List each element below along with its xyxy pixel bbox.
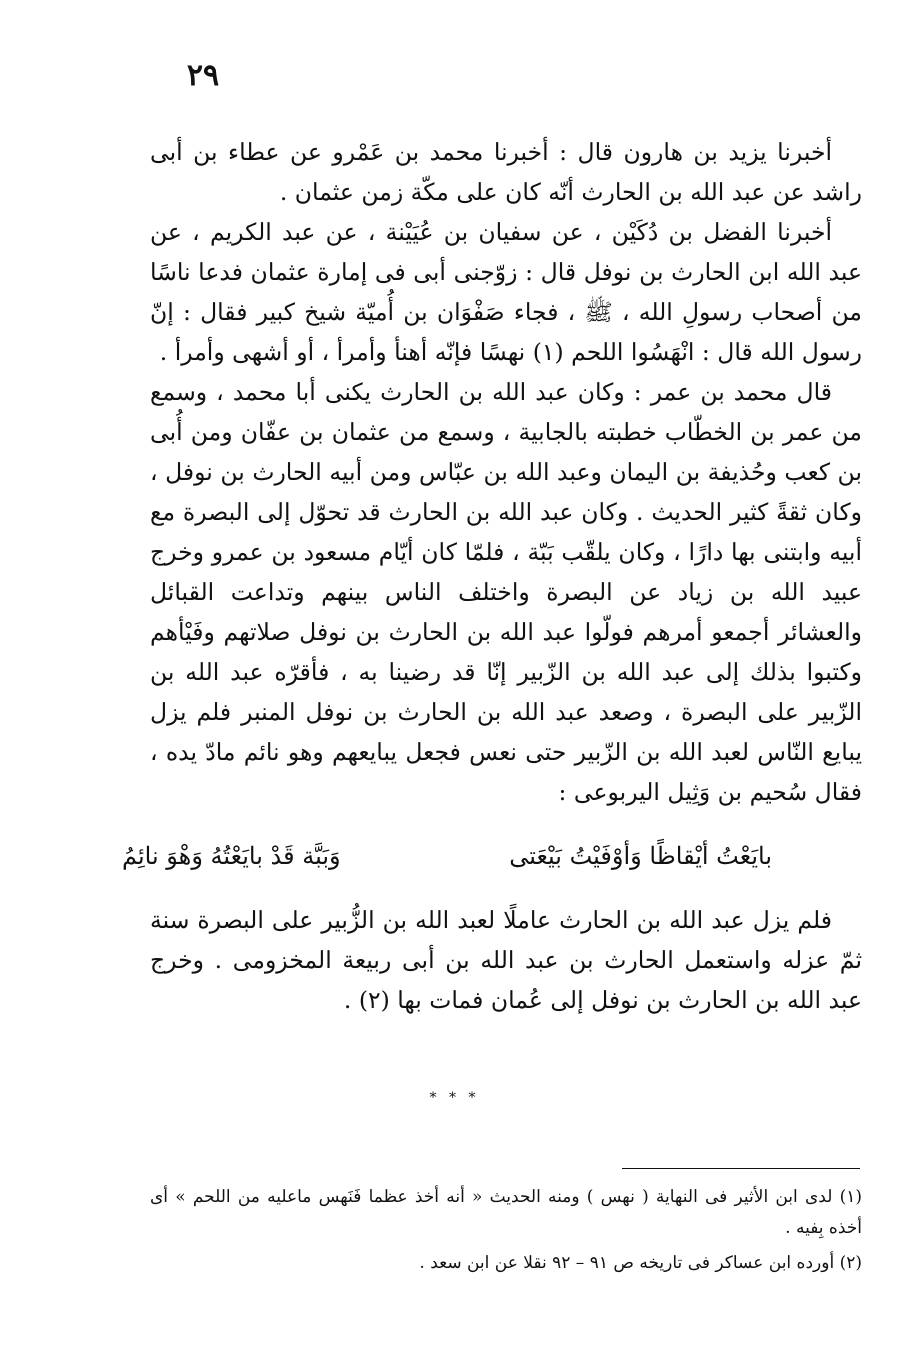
footnotes — [150, 1182, 862, 1283]
footnote-2: (٢) أورده ابن عساكر فى تاريخه ص ٩١ – ٩٢ نقلا عن ابن سعد . — [419, 1253, 862, 1273]
section-separator: * * * — [429, 1090, 480, 1106]
footnote-divider — [622, 1168, 860, 1169]
verse-first-hemistich: بايَعْتُ أيْقاظًا وَأوْفَيْتُ بَيْعَتى — [509, 842, 772, 870]
paragraph-4: فلم يزل عبد الله بن الحارث عاملًا لعبد الله بن الزُّبير على البصرة سنة ثمّ عزله واستعمل الحارث بن عبد الله بن أبى ربيعة المخزومى . وخرج عبد الله بن الحارث بن نوفل إلى عُمان فمات بها (٢) . — [150, 906, 862, 1014]
footnote-1: (١) لدى ابن الأثير فى النهاية ( نهس ) ومنه الحديث « أنه أخذ عظما فَنَهس ماعليه من اللحم » أى أخذه بِفيه . — [150, 1187, 862, 1238]
page-number: ٢٩ — [186, 58, 220, 93]
paragraph-1: أخبرنا يزيد بن هارون قال : أخبرنا محمد بن عَمْرو عن عطاء بن أبى راشد عن عبد الله بن الحارث أنّه كان على مكّة زمن عثمان . — [150, 138, 862, 206]
poetry-verse — [122, 828, 772, 884]
verse-second-hemistich: وَبَبَّة قَدْ بايَعْتُهُ وَهْوَ نائِمُ — [122, 842, 341, 870]
body-text — [122, 132, 862, 1020]
paragraph-2: أخبرنا الفضل بن دُكَيْن ، عن سفيان بن عُيَيْنة ، عن عبد الكريم ، عن عبد الله ابن الحارث بن نوفل قال : زوّجنى أبى فى إمارة عثمان فدعا ناسًا من أصحاب رسولِ الله ، ﷺ ، فجاء صَفْوَان بن أُميّة شيخ كبير فقال : إنّ رسول الله قال : انْهَسُوا اللحم (١) نهسًا فإنّه أهنأ وأمرأ ، أو أشهى وأمرأ . — [150, 218, 862, 366]
paragraph-3: قال محمد بن عمر : وكان عبد الله بن الحارث يكنى أبا محمد ، وسمع من عمر بن الخطّاب خطبته بالجابية ، وسمع من عثمان بن عفّان ومن أُبى بن كعب وحُذيفة بن اليمان وعبد الله بن عبّاس ومن أبيه الحارث بن نوفل ، وكان ثقةً كثير الحديث . وكان عبد الله بن الحارث قد تحوّل إلى البصرة مع أبيه وابتنى بها دارًا ، وكان يلقّب بَبّة ، فلمّا كان أيّام مسعود بن عمرو وخرج عبيد الله بن زياد عن البصرة واختلف الناس بينهم وتداعت القبائل والعشائر أجمعو أمرهم فولّوا عبد الله بن الحارث بن نوفل صلاتهم وفَيْأهم وكتبوا بذلك إلى عبد الله بن الزّبير إنّا قد رضينا به ، فأقرّه عبد الله بن الزّبير على البصرة ، وصعد عبد الله بن الحارث بن نوفل المنبر فلم يزل يبايع النّاس لعبد الله بن الزّبير حتى نعس فجعل يبايعهم وهو نائم مادّ يده ، فقال سُحيم بن وَثِيل اليربوعى : — [150, 378, 862, 806]
